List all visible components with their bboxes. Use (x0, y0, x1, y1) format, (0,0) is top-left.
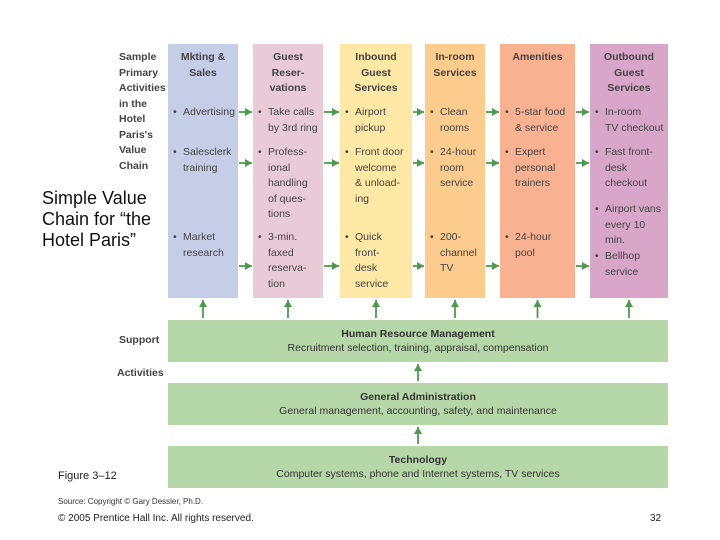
column-heading-line: vations (269, 82, 307, 94)
column-heading-line: Sales (189, 66, 217, 79)
column-heading-line: Services (607, 82, 651, 94)
activity-item-line: Airport vans (605, 203, 662, 215)
flow-arrow-icon (486, 262, 499, 270)
bullet-icon: • (258, 231, 262, 243)
column-heading-line: Guest (273, 51, 303, 63)
column-heading-line: Guest (614, 66, 644, 79)
support-arrow-icon (199, 300, 207, 318)
support-tech-subtitle: Computer systems, phone and Internet systems, TV services (276, 468, 560, 480)
flow-arrow-icon (576, 262, 589, 270)
column-heading-line: Mkting & (180, 51, 226, 63)
activity-item-line: room (440, 161, 464, 174)
figure-label: Figure 3–12 (58, 470, 117, 482)
support-hr-band (168, 320, 668, 362)
bullet-icon: • (505, 231, 509, 243)
row-label-line: in the (119, 97, 147, 110)
activity-item-line: training (183, 161, 218, 174)
flow-arrow-icon (576, 159, 589, 167)
bullet-icon: • (430, 146, 434, 158)
bullet-icon: • (595, 203, 599, 215)
activity-item-line: desk (355, 262, 378, 274)
activity-item-line: checkout (605, 177, 648, 189)
bullet-icon: • (173, 231, 177, 243)
activity-item-line: TV (440, 262, 454, 274)
column-heading-line: Reser- (271, 66, 305, 79)
activity-item-line: Clean (440, 106, 468, 118)
source-note: Source: Copyright © Gary Dessler, Ph.D. (58, 497, 204, 506)
activity-item-line: service (355, 277, 389, 290)
activity-item-line: pool (515, 246, 535, 259)
flow-arrow-icon (576, 108, 589, 116)
support-arrow-icon (414, 364, 422, 381)
bullet-icon: • (430, 106, 434, 118)
activity-item-line: every 10 min. (605, 218, 646, 246)
activity-item-line: faxed (268, 246, 294, 259)
column-heading-line: Guest (361, 66, 391, 79)
support-hr-title: Human Resource Management (341, 328, 495, 340)
activity-item-line: reserva- (268, 262, 307, 274)
activity-item-line: by 3rd ring (268, 121, 318, 134)
bullet-icon: • (258, 106, 262, 118)
activity-item-line: front- (355, 246, 380, 259)
activity-item-line: research (183, 246, 224, 259)
activity-item-line: TV checkout (605, 121, 664, 134)
flow-arrow-icon (324, 262, 339, 270)
column-heading-line: Services (433, 66, 477, 79)
activity-item-line: Market (183, 231, 216, 243)
bullet-icon: • (345, 146, 349, 158)
activity-item-line: 3-min. (268, 231, 298, 243)
column-heading-line: Amenities (512, 51, 563, 63)
activity-item-line: & unload- (355, 177, 400, 189)
row-label-line: Sample (119, 51, 157, 63)
bullet-icon: • (595, 146, 599, 158)
activity-item-line: welcome (355, 161, 397, 174)
activity-item-line: 5-star food (515, 106, 566, 118)
column-heading-line: In-room (435, 51, 475, 63)
activity-item-line: Bellhop (605, 250, 641, 262)
activity-item-line: service (440, 177, 474, 189)
activity-item-line: service (605, 265, 639, 278)
flow-arrow-icon (239, 262, 252, 270)
activity-item-line: handling (268, 177, 308, 189)
bullet-icon: • (505, 146, 509, 158)
support-arrow-icon (625, 300, 633, 318)
row-label-line: Chain (119, 159, 149, 172)
row-label-line: Primary (119, 66, 159, 79)
activity-item-line: desk (605, 161, 628, 174)
activity-item-line: Salesclerk (183, 146, 232, 158)
activity-item-line: In-room (605, 106, 642, 118)
flow-arrow-icon (413, 262, 424, 270)
activity-item-line: Airport (355, 106, 386, 118)
activity-item-line: rooms (440, 121, 470, 134)
flow-arrow-icon (413, 159, 424, 167)
activity-item-line: Front door (355, 146, 404, 158)
activity-item-line: tions (268, 208, 291, 220)
activity-item-line: Quick (355, 231, 382, 243)
activity-item-line: ing (355, 192, 370, 205)
support-tech-title: Technology (388, 454, 448, 466)
slide-title-text: Simple Value Chain for “the Hotel Paris” (42, 188, 152, 250)
column-heading-line: Outbound (603, 51, 655, 63)
activity-item-line: & service (515, 121, 559, 134)
bullet-icon: • (345, 106, 349, 118)
support-admin-subtitle: General management, accounting, safety, and maintenance (279, 405, 557, 417)
activity-item-line: Advertising (183, 106, 235, 118)
row-label-line: Value (119, 144, 147, 156)
flow-arrow-icon (239, 159, 252, 167)
support-hr-subtitle: Recruitment selection, training, appraisal, compensation (287, 342, 549, 354)
bullet-icon: • (430, 231, 434, 243)
activity-item-line: personal (515, 161, 556, 174)
activity-item-line: channel (440, 246, 477, 259)
activities-label: Activities (117, 367, 164, 379)
activity-item-line: Take calls (268, 106, 315, 118)
activity-item-line: Expert (515, 146, 546, 158)
flow-arrow-icon (239, 108, 252, 116)
activity-item-line: trainers (515, 177, 551, 189)
support-tech-band (168, 446, 668, 488)
activity-item-line: 24-hour (440, 146, 477, 158)
bullet-icon: • (595, 106, 599, 118)
flow-arrow-icon (324, 159, 339, 167)
activity-item-line: Fast front- (605, 146, 653, 158)
activity-item-line: Profess- (268, 146, 308, 158)
flow-arrow-icon (324, 108, 339, 116)
support-admin-title: General Administration (360, 391, 476, 403)
flow-arrow-icon (413, 108, 424, 116)
bullet-icon: • (173, 106, 177, 118)
activity-item-line: of ques- (268, 192, 306, 205)
support-arrow-icon (284, 300, 292, 318)
row-label-line: Hotel (119, 113, 146, 125)
bullet-icon: • (595, 250, 599, 262)
column-heading-line: Services (354, 82, 398, 94)
bullet-icon: • (258, 146, 262, 158)
bullet-icon: • (345, 231, 349, 243)
activity-item-line: tion (268, 277, 285, 290)
support-arrow-icon (534, 300, 542, 318)
support-label: Support (119, 334, 160, 346)
flow-arrow-icon (486, 108, 499, 116)
copyright-footer: © 2005 Prentice Hall Inc. All rights reserved. (58, 513, 254, 524)
column-heading-line: Inbound (355, 51, 397, 63)
activity-item-line: 200- (440, 231, 462, 243)
support-arrow-icon (414, 427, 422, 444)
bullet-icon: • (505, 106, 509, 118)
activity-item-line: 24-hour (515, 231, 552, 243)
bullet-icon: • (173, 146, 177, 158)
support-admin-band (168, 383, 668, 425)
flow-arrow-icon (486, 159, 499, 167)
row-label-line: Paris's (119, 128, 154, 141)
row-label-line: Activities (119, 82, 166, 94)
activity-item-line: ional (268, 161, 291, 174)
page-number: 32 (650, 513, 662, 524)
activity-item-line: pickup (355, 121, 386, 134)
support-arrow-icon (372, 300, 380, 318)
support-arrow-icon (451, 300, 459, 318)
